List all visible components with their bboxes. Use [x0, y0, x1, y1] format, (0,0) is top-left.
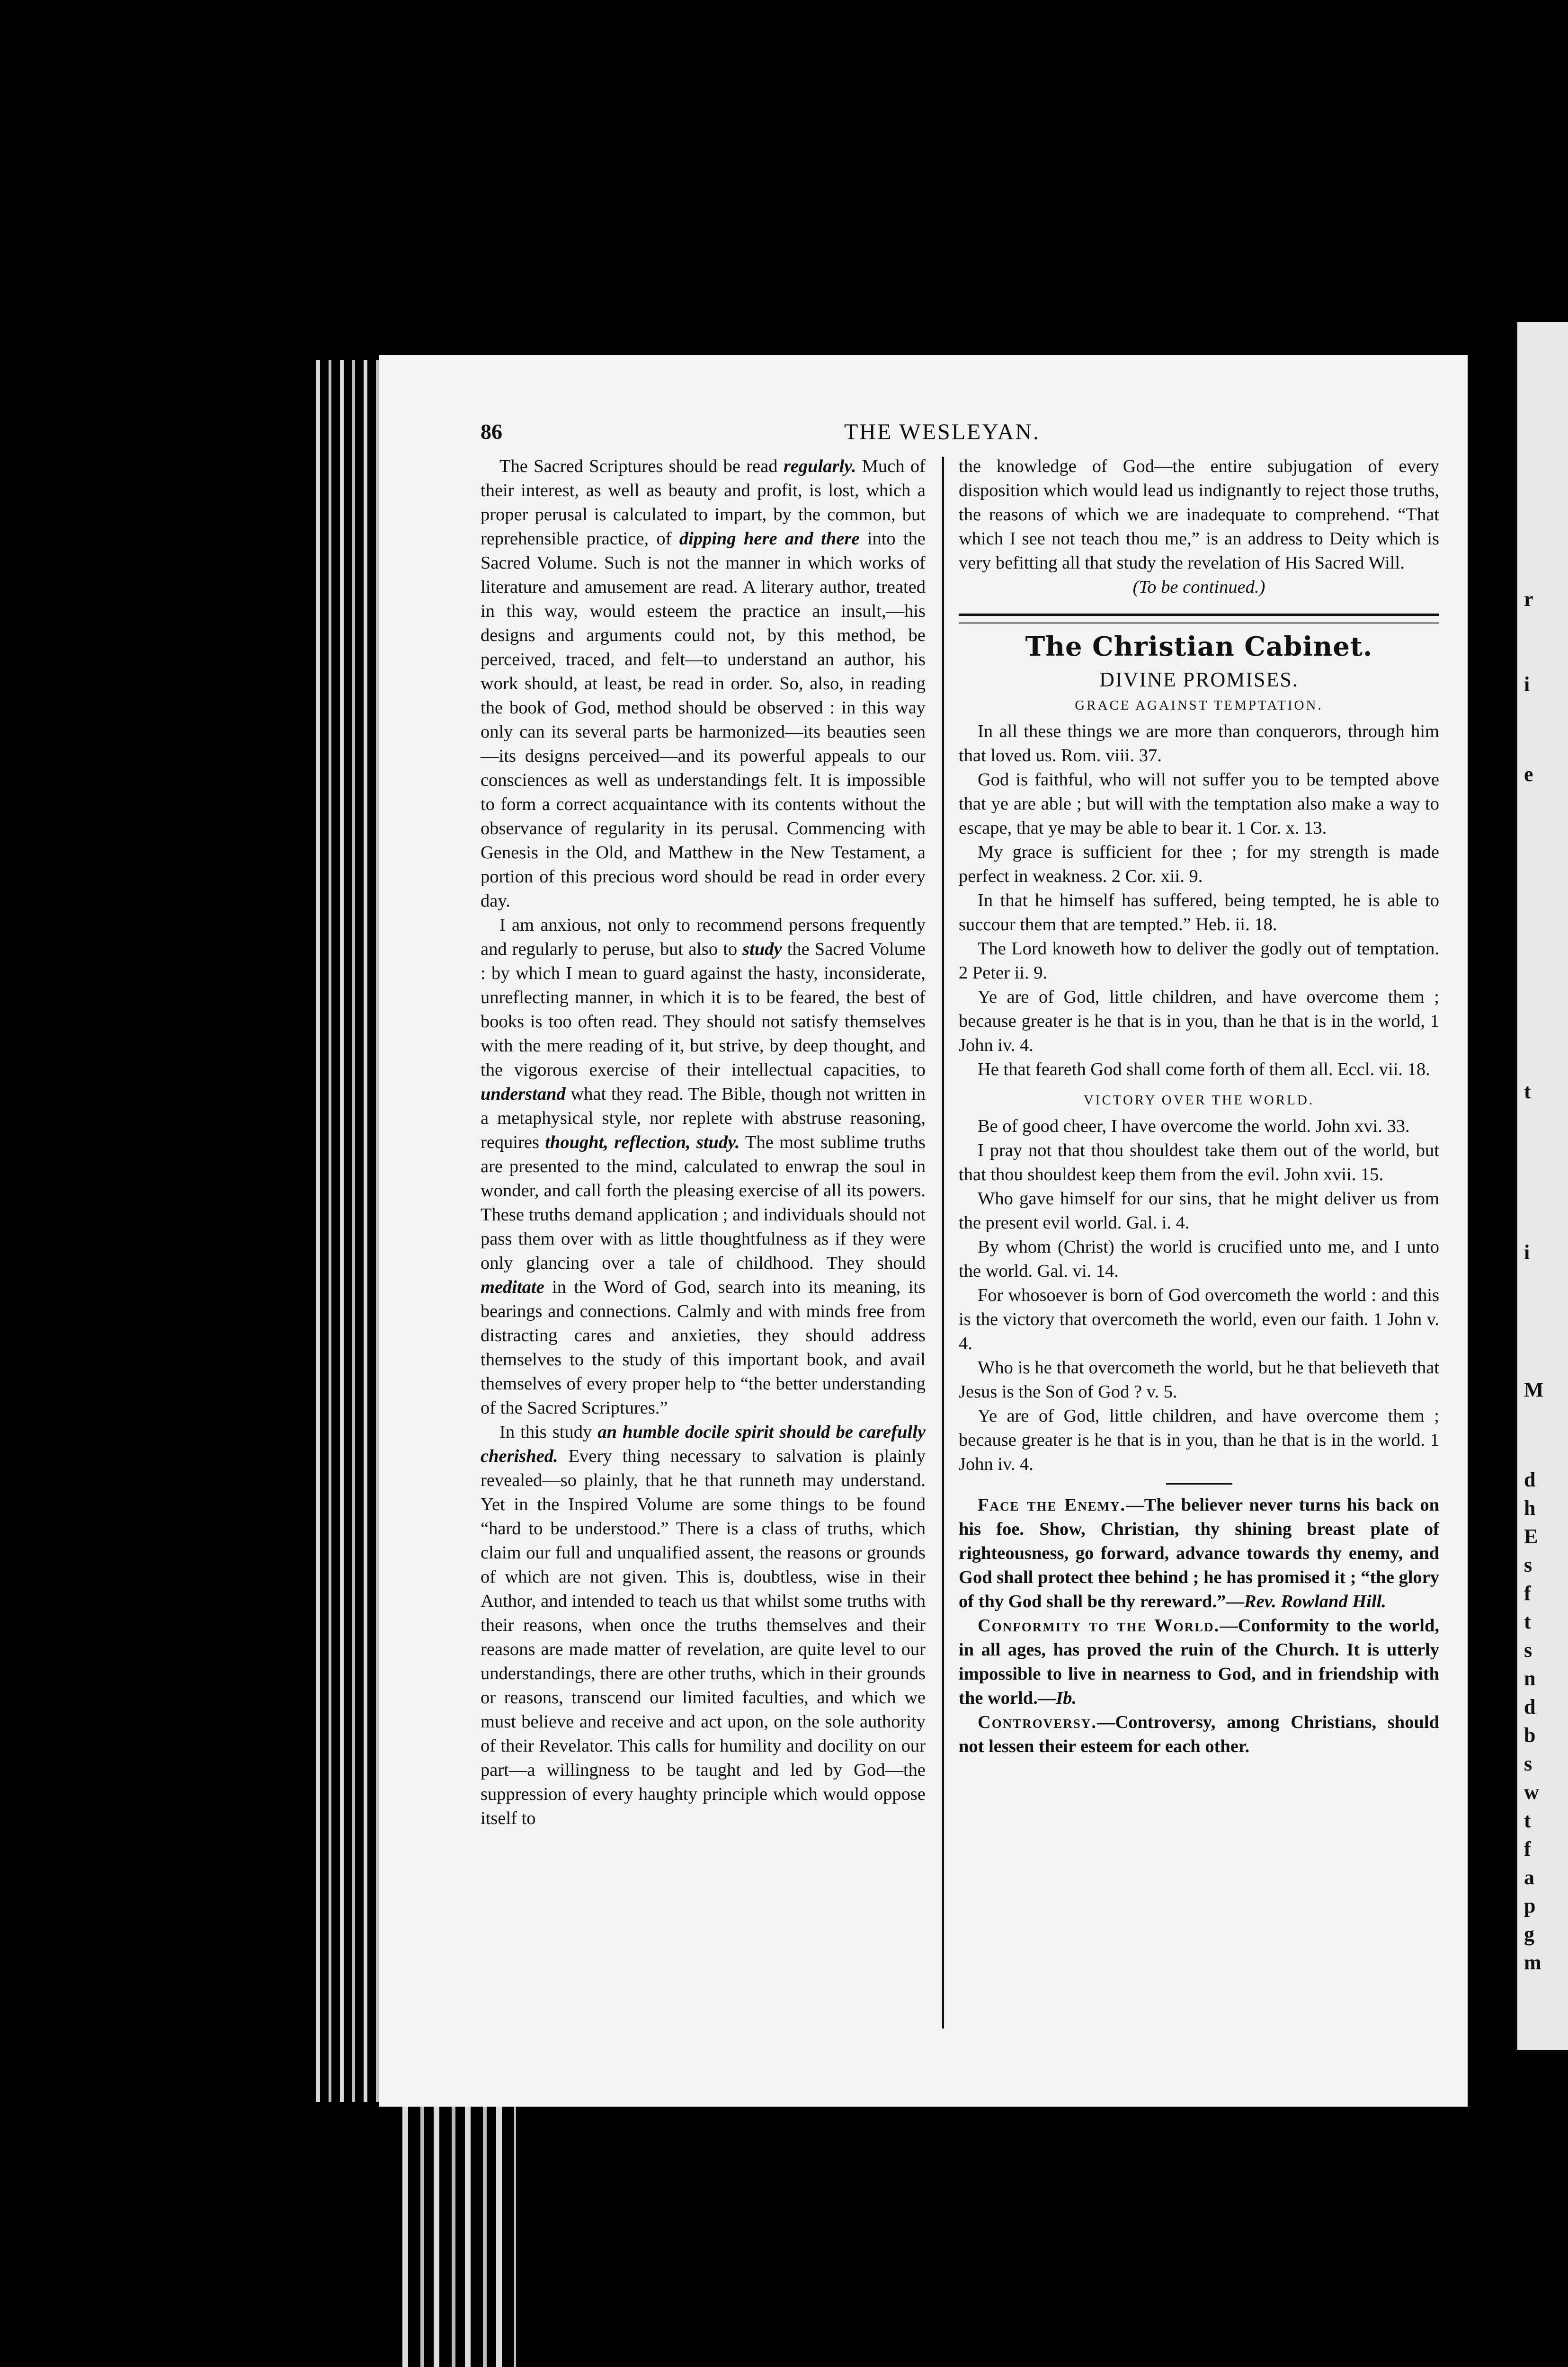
verse: I pray not that thou shouldest take them out of the world, but that thou shouldest keep them from the evil. John xvii. 15.: [959, 1140, 1439, 1184]
fragment: r: [1524, 587, 1533, 611]
fragment: M: [1524, 1378, 1544, 1401]
fragment: b: [1524, 1724, 1536, 1747]
to-be-continued: (To be continued.): [1132, 577, 1265, 597]
fragment: m: [1524, 1951, 1541, 1974]
short-rule: [1166, 1483, 1232, 1485]
fragment: s: [1524, 1553, 1532, 1576]
fragment: t: [1524, 1809, 1531, 1832]
verse: The Lord knoweth how to deliver the godly out of temptation. 2 Peter ii. 9.: [959, 939, 1439, 983]
fragment: E: [1524, 1525, 1538, 1548]
paragraph: Conformity to the World.—Conformity to the world, in all ages, has proved the ruin of the Church. It is utterly impossible to live in nearness to God, and in friendship with the world.—Ib.: [959, 1616, 1439, 1708]
fragment: t: [1524, 1080, 1531, 1103]
newspaper-page: [379, 355, 1468, 2107]
fragment: i: [1524, 673, 1530, 696]
fragment: w: [1524, 1780, 1539, 1804]
page-header: [481, 419, 1404, 447]
fragment: g: [1524, 1922, 1534, 1946]
fragment: t: [1524, 1610, 1531, 1633]
adjacent-page-edge: [1517, 322, 1568, 2050]
fragment: h: [1524, 1496, 1536, 1520]
paragraph: I am anxious, not only to recommend persons frequently and regularly to peruse, but also to study the Sacred Volume : by which I mean to guard against the hasty, inconsiderate, unreflecting manner, in which it is to be feared, the best of books is too often read. They should not satisfy themselves with the mere reading of it, but strive, by deep thought, and the vigorous exercise of their intellectual capacities, to understand what they read. The Bible, though not written in a metaphysical style, nor replete with abstruse reasoning, requires thought, reflection, study. The most sublime truths are presented to the mind, calculated to enwrap the soul in wonder, and call forth the pleasing exercise of all its powers. These truths demand application ; and individuals should not pass them over with as little thoughtfulness as if they were only glancing over a tale of childhood. They should meditate in the Word of God, search into its meaning, its bearings and connections. Calmly and with minds free from distracting cares and anxieties, they should address themselves to the study of this important book, and avail themselves of every proper help to “the better understanding of the Sacred Scriptures.”: [481, 915, 926, 1418]
paragraph: In this study an humble docile spirit should be carefully cherished. Every thing necessary to salvation is plainly revealed—so plainly, that he that runneth may understand. Yet in the Inspired Volume are some things to be found “hard to be understood.” There is a class of truths, which claim our full and unqualified assent, the reasons or grounds of which are not given. This is, doubtless, wise in their Author, and intended to teach us that whilst some truths with their reasons, when once the truths themselves and their reasons are made matter of revelation, are quite level to our understandings, there are other truths, which in their grounds or reasons, transcend our limited faculties, and which we must believe and receive and act upon, on the sole authority of their Revelator. This calls for humility and docility on our part—a willingness to be taught and led by God—the suppression of every haughty principle which would oppose itself to: [481, 1422, 926, 1828]
verse: By whom (Christ) the world is crucified unto me, and I unto the world. Gal. vi. 14.: [959, 1237, 1439, 1281]
paragraph: Face the Enemy.—The believer never turns his back on his foe. Show, Christian, thy shining breast plate of righteousness, go forward, advance towards thy enemy, and God shall protect thee behind ; he has promised it ; “the glory of thy God shall be thy rereward.”—Rev. Rowland Hill.: [959, 1495, 1439, 1611]
verse: For whosoever is born of God overcometh the world : and this is the victory that overcometh the world, even our faith. 1 John v. 4.: [959, 1285, 1439, 1353]
verse: Be of good cheer, I have overcome the world. John xvi. 33.: [978, 1116, 1410, 1136]
verse: He that feareth God shall come forth of them all. Eccl. vii. 18.: [978, 1059, 1430, 1079]
fragment: e: [1524, 763, 1533, 786]
page-number: 86: [481, 419, 502, 444]
fragment: i: [1524, 1241, 1530, 1264]
running-title: THE WESLEYAN.: [844, 419, 1041, 445]
paragraph: The Sacred Scriptures should be read regularly. Much of their interest, as well as beauty and profit, is lost, which a proper perusal is calculated to impart, by the common, but reprehensible practice, of dipping here and there into the Sacred Volume. Such is not the manner in which works of literature and amusement are read. A literary author, treated in this way, would esteem the practice an insult,—his designs and arguments could not, by this method, be perceived, traced, and felt—to understand an author, his work should, at least, be read in order. So, also, in reading the book of God, method should be observed : in this way only can its several parts be harmonized—its beauties seen—its designs perceived—and its powerful appeals to our consciences as well as understandings felt. It is impossible to form a correct acquaintance with its contents without the observance of regularity in its perusal. Commencing with Genesis in the Old, and Matthew in the New Testament, a portion of this precious word should be read in order every day.: [481, 456, 926, 911]
verse: Ye are of God, little children, and have overcome them ; because greater is he that is in you, than he that is in the world. 1 John iv. 4.: [959, 1406, 1439, 1474]
fragment: n: [1524, 1667, 1536, 1690]
article-heading: DIVINE PROMISES.: [1099, 668, 1299, 691]
subheading: VICTORY OVER THE WORLD.: [1083, 1093, 1315, 1108]
verse: Ye are of God, little children, and have overcome them ; because greater is he that is in you, than he that is in the world, 1 John iv. 4.: [959, 987, 1439, 1055]
verse: In that he himself has suffered, being tempted, he is able to succour them that are tempted.” Heb. ii. 18.: [959, 890, 1439, 934]
section-rule: [959, 614, 1439, 623]
column-divider: [942, 457, 944, 2029]
binding-edge: [308, 360, 379, 2102]
binding-edge-bottom: [393, 2107, 516, 2367]
verse: Who gave himself for our sins, that he might deliver us from the present evil world. Gal. i. 4.: [959, 1189, 1439, 1233]
fragment: s: [1524, 1638, 1532, 1662]
verse: My grace is sufficient for thee ; for my strength is made perfect in weakness. 2 Cor. xii. 9.: [959, 842, 1439, 886]
fragment: d: [1524, 1695, 1536, 1718]
fragment: s: [1524, 1752, 1532, 1775]
fragment: f: [1524, 1582, 1531, 1605]
continued-paragraph: the knowledge of God—the entire subjugation of every disposition which would lead us indignantly to reject those truths, the reasons of which we are inadequate to comprehend. “That which I see not teach thou me,” is an address to Deity which is very befitting all that study the revelation of His Sacred Will.: [959, 456, 1439, 573]
section-title: The Christian Cabinet.: [1025, 631, 1373, 662]
verse: Who is he that overcometh the world, but he that believeth that Jesus is the Son of God ? v. 5.: [959, 1358, 1439, 1402]
fragment: p: [1524, 1894, 1536, 1917]
fragment: a: [1524, 1866, 1534, 1889]
verse: In all these things we are more than conquerors, through him that loved us. Rom. viii. 37.: [959, 721, 1439, 765]
left-column: [481, 454, 926, 1831]
verse: God is faithful, who will not suffer you to be tempted above that ye are able ; but will with the temptation also make a way to escape, that ye may be able to bear it. 1 Cor. x. 13.: [959, 770, 1439, 838]
fragment: f: [1524, 1837, 1531, 1860]
right-column: [959, 454, 1439, 1759]
paragraph: Controversy.—Controversy, among Christians, should not lessen their esteem for each other.: [959, 1712, 1439, 1756]
subheading: GRACE AGAINST TEMPTATION.: [1075, 698, 1323, 713]
fragment: d: [1524, 1468, 1536, 1491]
